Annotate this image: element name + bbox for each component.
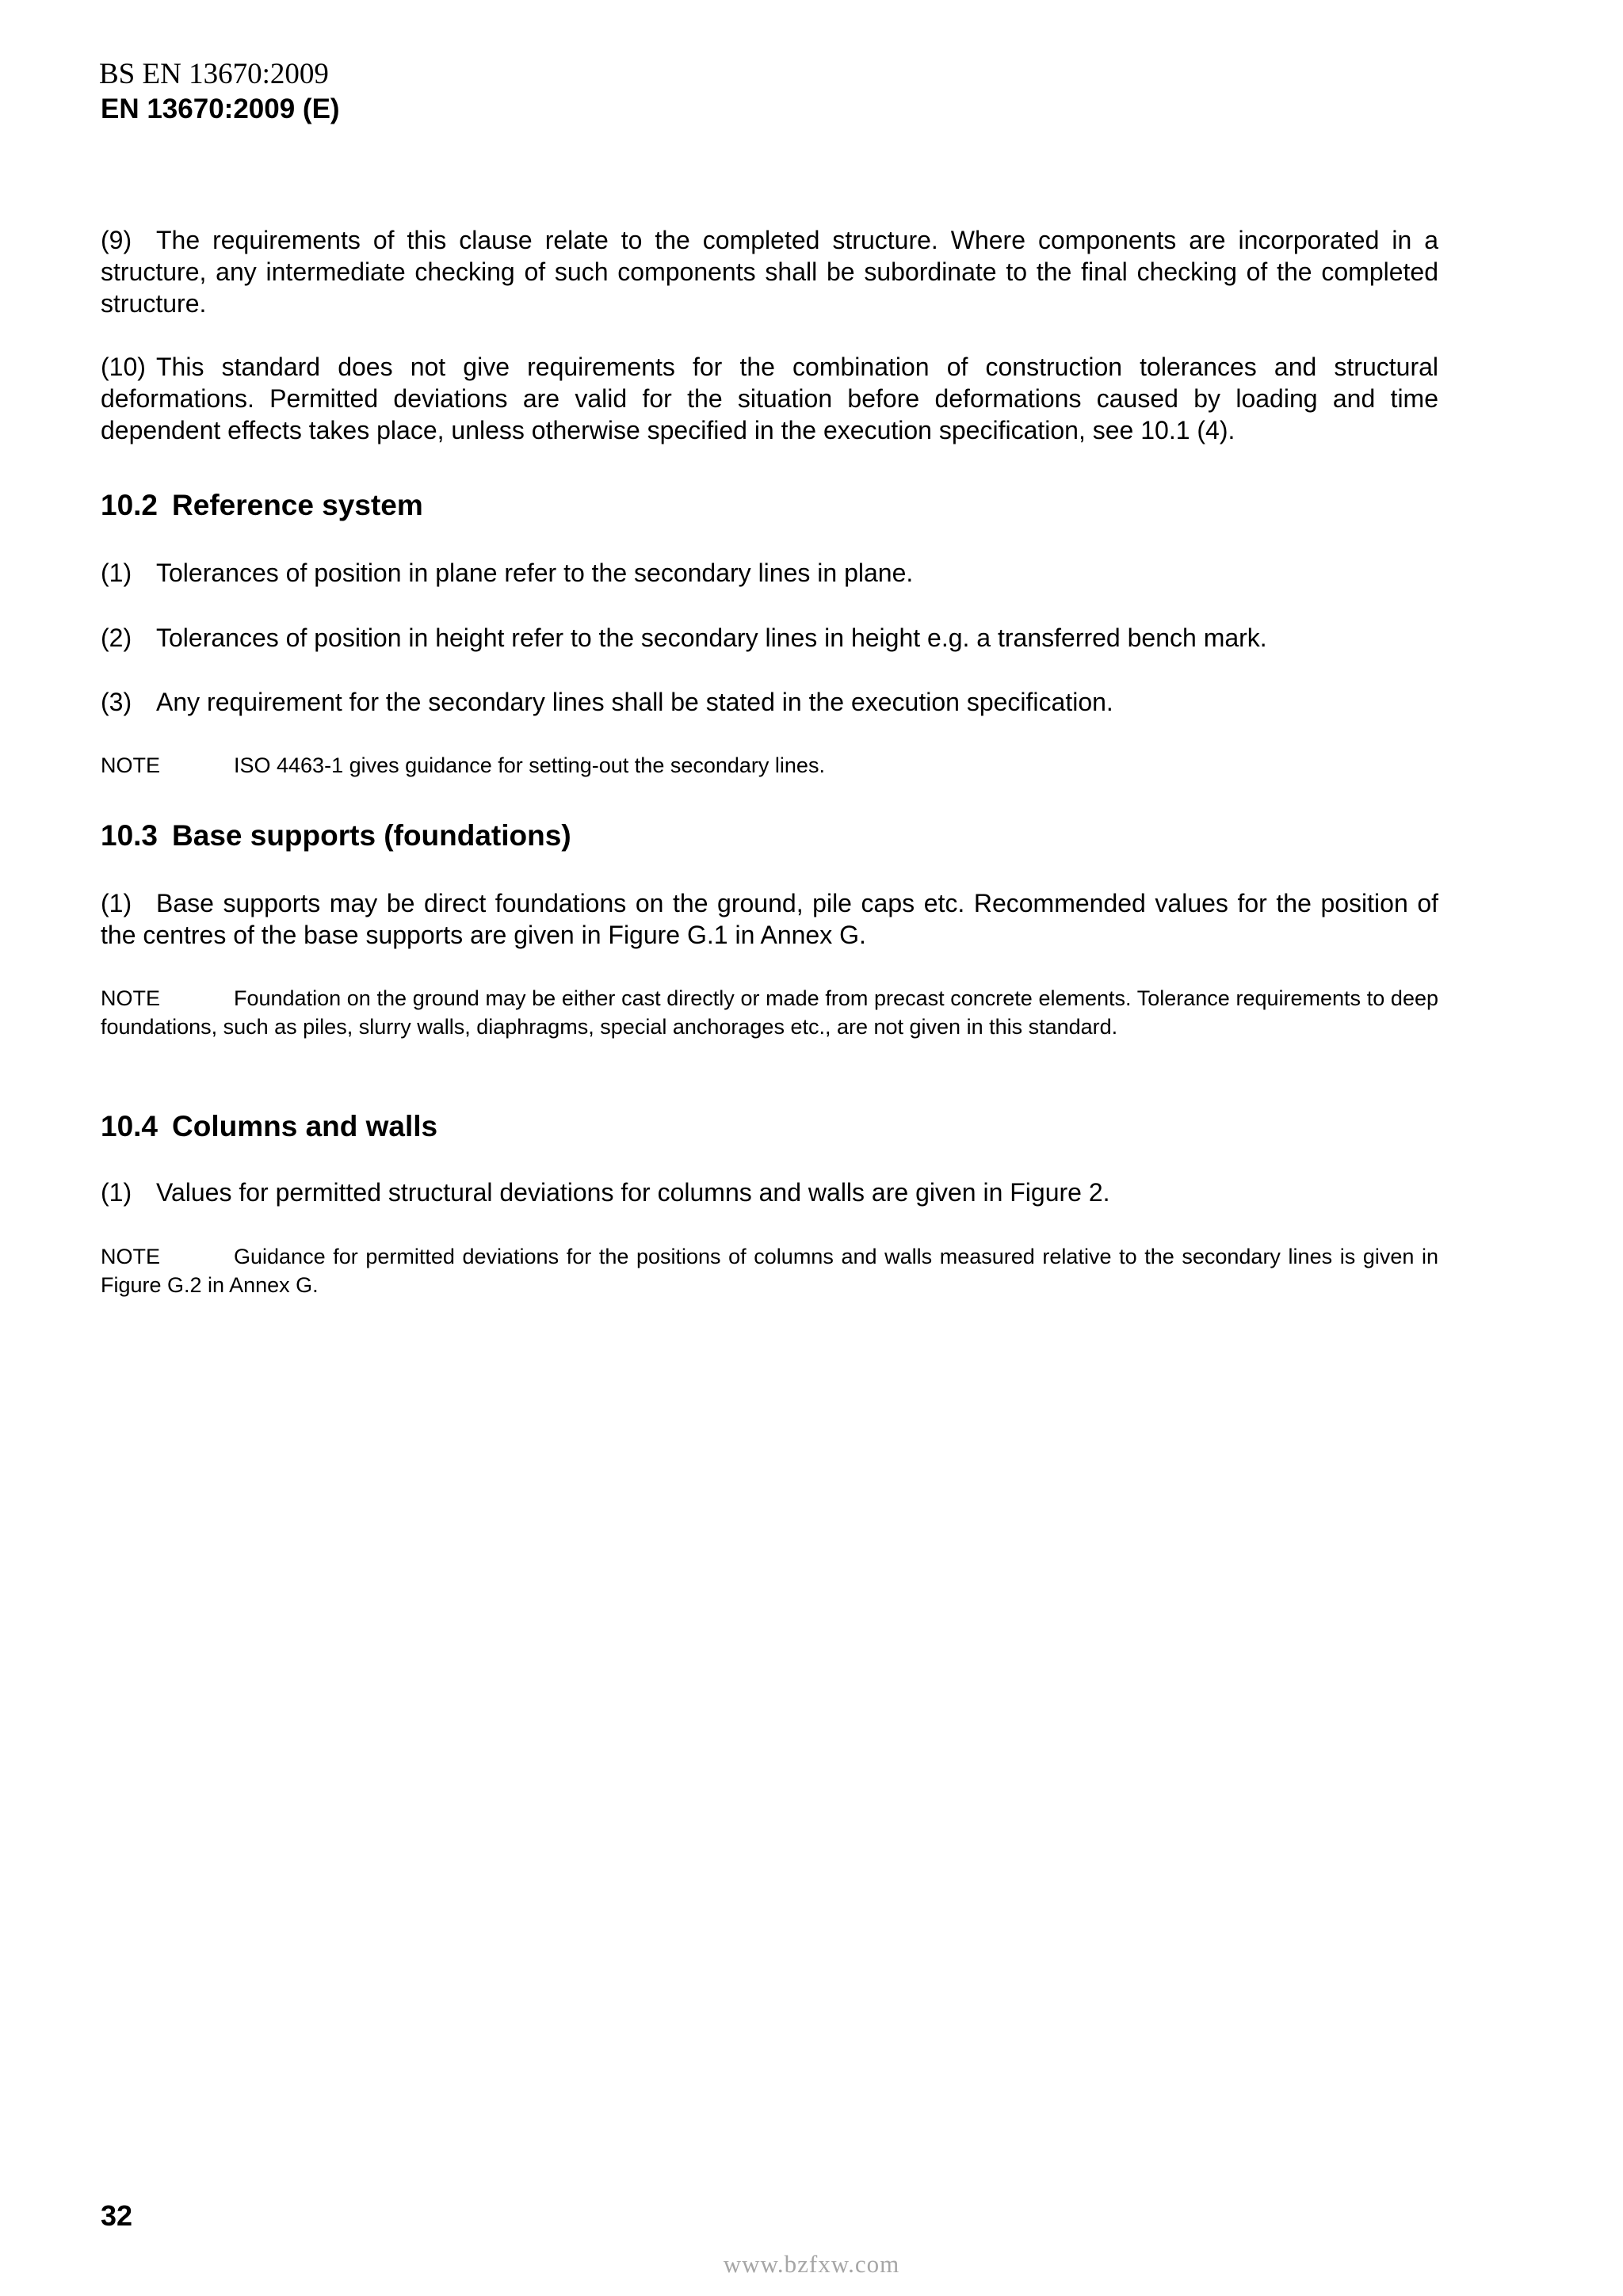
note-text: Guidance for permitted deviations for the positions of columns and walls measured relative to the secondary lines is given in Figure G.2 in Annex G. — [101, 1245, 1438, 1297]
section-10-3-note — [101, 984, 1438, 1041]
section-10-2-item-1 — [101, 557, 1438, 589]
paragraph-number: (10) — [101, 353, 146, 381]
paragraph-9 — [101, 224, 1438, 319]
item-number: (2) — [101, 624, 132, 652]
section-heading-10-2 — [101, 487, 423, 524]
item-text: Tolerances of position in plane refer to the secondary lines in plane. — [156, 559, 914, 587]
paragraph-10 — [101, 351, 1438, 446]
section-10-2-item-3 — [101, 686, 1438, 718]
header-standard-edition: EN 13670:2009 (E) — [101, 93, 340, 124]
item-text: Values for permitted structural deviations for columns and walls are given in Figure 2. — [156, 1178, 1110, 1207]
section-10-2-note — [101, 751, 1438, 780]
section-number: 10.4 — [101, 1110, 158, 1142]
item-number: (1) — [101, 889, 132, 917]
section-heading-10-3 — [101, 818, 571, 854]
note-label: NOTE — [101, 753, 161, 777]
page-number: 32 — [101, 2199, 133, 2232]
section-10-4-item-1 — [101, 1177, 1438, 1208]
watermark: www.bzfxw.com — [723, 2250, 900, 2278]
note-text: Foundation on the ground may be either cast directly or made from precast concrete elements. Tolerance requirements to deep foundations, such as piles, slurry walls, diaphragms, special anchorages etc., are not given in this standard. — [101, 986, 1438, 1039]
section-heading-10-4 — [101, 1108, 437, 1145]
paragraph-number: (9) — [101, 226, 132, 254]
item-text: Base supports may be direct foundations on the ground, pile caps etc. Recommended values for the position of the centres of the base supports are given in Figure G.1 in Annex G. — [101, 889, 1438, 949]
section-title: Reference system — [172, 489, 423, 521]
header-standard-id: BS EN 13670:2009 — [99, 58, 329, 90]
section-number: 10.3 — [101, 819, 158, 852]
section-10-4-note — [101, 1242, 1438, 1299]
section-title: Base supports (foundations) — [172, 819, 571, 852]
item-number: (1) — [101, 1178, 132, 1207]
item-number: (3) — [101, 688, 132, 716]
item-number: (1) — [101, 559, 132, 587]
section-10-2-item-2 — [101, 622, 1438, 654]
section-number: 10.2 — [101, 489, 158, 521]
paragraph-text: The requirements of this clause relate to the completed structure. Where components are incorporated in a structure, any intermediate checking of such components shall be subordinate to the final checking of the completed structure. — [101, 226, 1438, 318]
note-label: NOTE — [101, 1245, 161, 1268]
paragraph-text: This standard does not give requirements for the combination of construction tolerances and structural deformations. Permitted deviations are valid for the situation before deformations caused by loading and time dependent effects takes place, unless otherwise specified in the execution specification, see 10.1 (4). — [101, 353, 1438, 444]
note-text: ISO 4463-1 gives guidance for setting-out the secondary lines. — [234, 753, 825, 777]
section-10-3-item-1 — [101, 887, 1438, 951]
note-label: NOTE — [101, 986, 161, 1010]
item-text: Any requirement for the secondary lines shall be stated in the execution specification. — [156, 688, 1113, 716]
item-text: Tolerances of position in height refer to the secondary lines in height e.g. a transferred bench mark. — [156, 624, 1267, 652]
section-title: Columns and walls — [172, 1110, 438, 1142]
